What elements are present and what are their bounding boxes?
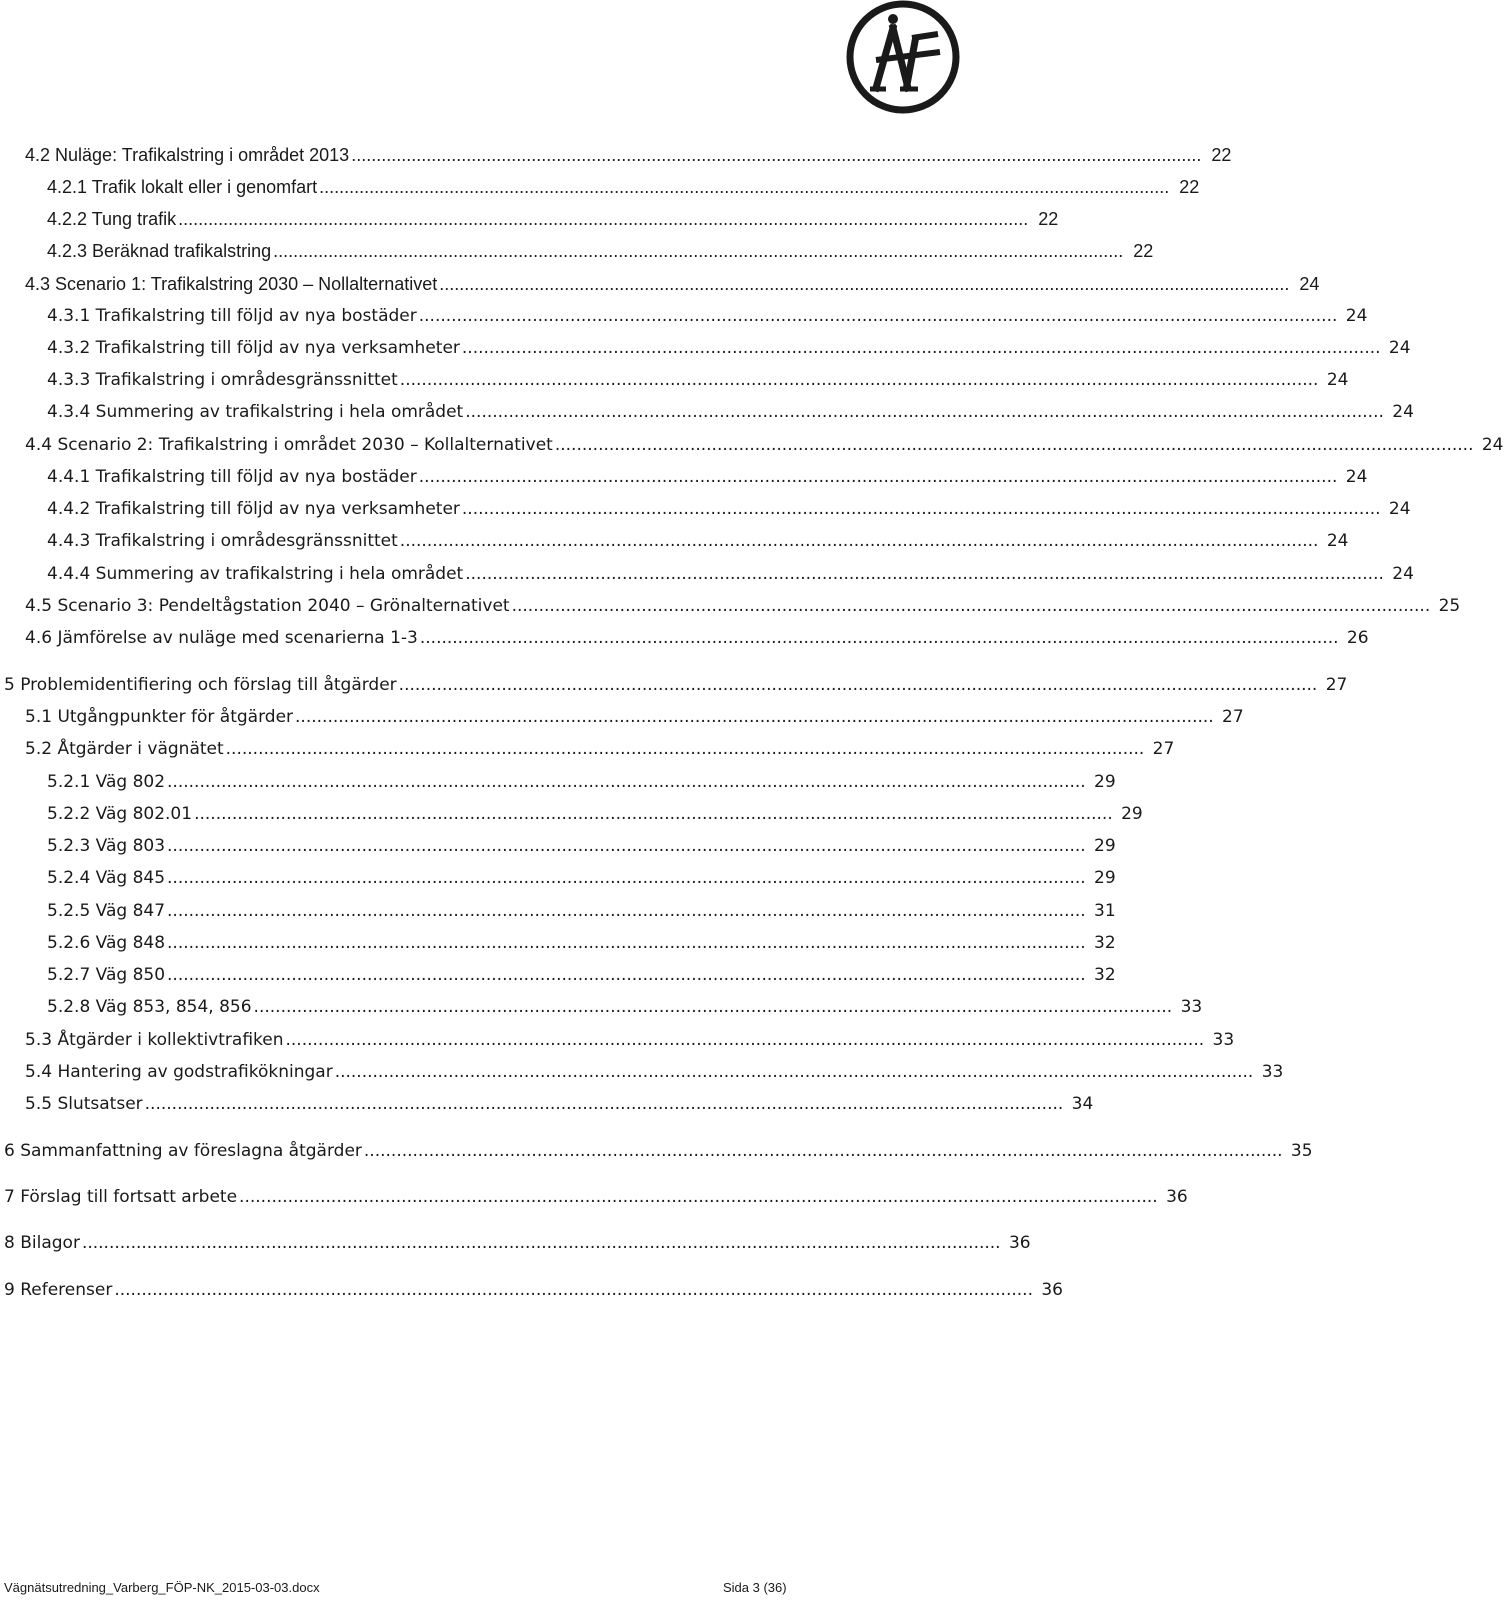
toc-entry-page: 24 xyxy=(1345,467,1368,487)
toc-entry-title: 4.4.4 Summering av trafikalstring i hela området xyxy=(47,564,464,584)
toc-leader-dots: .......................................................................................................................................................................... xyxy=(334,1062,1254,1082)
toc-entry-page: 22 xyxy=(1179,177,1200,197)
toc-entry-title: 8 Bilagor xyxy=(4,1233,80,1253)
toc-leader-dots: .......................................................................................................................................................................... xyxy=(399,531,1319,551)
toc-entry-page: 27 xyxy=(1152,739,1175,759)
toc-entry-title: 4.5 Scenario 3: Pendeltågstation 2040 – Grönalternativet xyxy=(25,596,510,616)
toc-leader-dots: .......................................................................................................................................................................... xyxy=(167,901,1086,921)
toc-entry-title: 4.2.3 Beräknad trafikalstring xyxy=(47,241,272,261)
toc-entry[interactable] xyxy=(47,555,1414,585)
toc-entry[interactable] xyxy=(4,1178,1188,1208)
toc-leader-dots: .......................................................................................................................................................................... xyxy=(225,739,1145,759)
toc-entry-title: 4.6 Jämförelse av nuläge med scenarierna 1-3 xyxy=(25,628,418,648)
toc-entry[interactable] xyxy=(25,1085,1094,1115)
toc-leader-dots: .......................................................................................................................................................................... xyxy=(511,596,1431,616)
toc-entry[interactable] xyxy=(25,619,1369,649)
toc-leader-dots: .......................................................................................................................................................................... xyxy=(167,836,1086,856)
toc-entry[interactable] xyxy=(4,1132,1313,1162)
toc-entry-title: 4.4.1 Trafikalstring till följd av nya bostäder xyxy=(47,467,417,487)
toc-entry-title: 4.4.3 Trafikalstring i områdesgränssnittet xyxy=(47,531,398,551)
toc-entry[interactable] xyxy=(25,265,1320,295)
toc-entry[interactable] xyxy=(47,458,1368,488)
toc-entry[interactable] xyxy=(47,200,1059,230)
toc-leader-dots: .......................................................................................................................................................................... xyxy=(399,370,1319,390)
toc-entry-title: 4.2 Nuläge: Trafikalstring i området 2013 xyxy=(25,145,350,165)
toc-entry-page: 24 xyxy=(1388,338,1411,358)
toc-entry-page: 24 xyxy=(1345,306,1368,326)
toc-entry-title: 5.2.3 Väg 803 xyxy=(47,836,166,856)
toc-entry-title: 5 Problemidentifiering och förslag till åtgärder xyxy=(4,675,397,695)
toc-entry[interactable] xyxy=(47,892,1116,922)
toc-leader-dots: .......................................................................................................................................................................... xyxy=(418,467,1338,487)
toc-entry-title: 5.1 Utgångpunkter för åtgärder xyxy=(25,707,294,727)
toc-leader-dots: .......................................................................................................................................................................... xyxy=(273,241,1124,261)
toc-entry-page: 33 xyxy=(1212,1030,1235,1050)
toc-entry-title: 5.2.7 Väg 850 xyxy=(47,965,166,985)
toc-entry[interactable] xyxy=(25,426,1504,456)
toc-entry-title: 4.3.1 Trafikalstring till följd av nya bostäder xyxy=(47,306,417,326)
footer-page-label: Sida 3 (36) xyxy=(723,1580,787,1595)
toc-entry[interactable] xyxy=(4,1224,1031,1254)
toc-entry[interactable] xyxy=(25,698,1244,728)
toc-leader-dots: .......................................................................................................................................................................... xyxy=(319,177,1170,197)
toc-leader-dots: .......................................................................................................................................................................... xyxy=(167,868,1086,888)
toc-leader-dots: .......................................................................................................................................................................... xyxy=(439,274,1290,294)
toc-leader-dots: .......................................................................................................................................................................... xyxy=(167,772,1086,792)
toc-entry-title: 5.2 Åtgärder i vägnätet xyxy=(25,739,224,759)
toc-leader-dots: .......................................................................................................................................................................... xyxy=(363,1141,1283,1161)
toc-entry-page: 24 xyxy=(1299,274,1320,294)
toc-entry-title: 5.3 Åtgärder i kollektivtrafiken xyxy=(25,1030,284,1050)
toc-entry-page: 24 xyxy=(1326,531,1349,551)
toc-leader-dots: .......................................................................................................................................................................... xyxy=(398,675,1318,695)
toc-entry[interactable] xyxy=(47,795,1143,825)
toc-entry[interactable] xyxy=(47,232,1154,262)
toc-entry[interactable] xyxy=(47,168,1200,198)
toc-leader-dots: .......................................................................................................................................................................... xyxy=(81,1233,1001,1253)
toc-leader-dots: .......................................................................................................................................................................... xyxy=(114,1280,1033,1300)
toc-leader-dots: .......................................................................................................................................................................... xyxy=(253,997,1173,1017)
toc-entry-page: 35 xyxy=(1290,1141,1313,1161)
toc-entry-page: 29 xyxy=(1121,804,1143,824)
toc-leader-dots: .......................................................................................................................................................................... xyxy=(167,965,1086,985)
toc-entry-title: 4.2.1 Trafik lokalt eller i genomfart xyxy=(47,177,318,197)
toc-entry-title: 5.2.1 Väg 802 xyxy=(47,772,166,792)
toc-entry[interactable] xyxy=(4,666,1348,696)
toc-leader-dots: .......................................................................................................................................................................... xyxy=(351,145,1202,165)
toc-entry-title: 5.4 Hantering av godstrafikökningar xyxy=(25,1062,333,1082)
toc-entry[interactable] xyxy=(47,297,1368,327)
toc-entry-title: 5.2.5 Väg 847 xyxy=(47,901,166,921)
toc-entry[interactable] xyxy=(25,1053,1284,1083)
toc-entry-title: 4.3.3 Trafikalstring i områdesgränssnittet xyxy=(47,370,398,390)
toc-leader-dots: .......................................................................................................................................................................... xyxy=(461,338,1381,358)
toc-entry-page: 24 xyxy=(1388,499,1411,519)
toc-entry-page: 22 xyxy=(1211,145,1232,165)
toc-leader-dots: .......................................................................................................................................................................... xyxy=(194,804,1113,824)
toc-leader-dots: .......................................................................................................................................................................... xyxy=(418,306,1338,326)
toc-entry[interactable] xyxy=(47,490,1411,520)
toc-entry-page: 33 xyxy=(1180,997,1203,1017)
toc-entry-title: 4.2.2 Tung trafik xyxy=(47,209,177,229)
toc-entry-page: 34 xyxy=(1071,1094,1094,1114)
toc-entry-page: 32 xyxy=(1094,933,1116,953)
toc-leader-dots: .......................................................................................................................................................................... xyxy=(554,435,1474,455)
toc-leader-dots: .......................................................................................................................................................................... xyxy=(465,402,1384,422)
toc-leader-dots: .......................................................................................................................................................................... xyxy=(167,933,1086,953)
toc-entry-page: 26 xyxy=(1346,628,1369,648)
toc-leader-dots: .......................................................................................................................................................................... xyxy=(144,1094,1064,1114)
toc-leader-dots: .......................................................................................................................................................................... xyxy=(239,1187,1158,1207)
toc-entry-title: 9 Referenser xyxy=(4,1280,113,1300)
toc-entry-title: 4.3.2 Trafikalstring till följd av nya verksamheter xyxy=(47,338,460,358)
toc-entry[interactable] xyxy=(25,730,1175,760)
toc-entry[interactable] xyxy=(47,924,1116,954)
toc-entry[interactable] xyxy=(47,988,1203,1018)
toc-leader-dots: .......................................................................................................................................................................... xyxy=(419,628,1339,648)
toc-entry[interactable] xyxy=(47,393,1414,423)
toc-entry-title: 5.2.2 Väg 802.01 xyxy=(47,804,193,824)
toc-entry-page: 22 xyxy=(1038,209,1059,229)
toc-entry[interactable] xyxy=(47,329,1411,359)
toc-entry-title: 5.2.4 Väg 845 xyxy=(47,868,166,888)
toc-entry[interactable] xyxy=(47,956,1116,986)
toc-entry[interactable] xyxy=(25,136,1232,166)
toc-entry-page: 25 xyxy=(1438,596,1461,616)
toc-entry-page: 36 xyxy=(1166,1187,1188,1207)
toc-entry-title: 7 Förslag till fortsatt arbete xyxy=(4,1187,238,1207)
af-logo-icon xyxy=(846,0,960,114)
toc-entry-page: 24 xyxy=(1481,435,1504,455)
toc-entry-page: 36 xyxy=(1008,1233,1031,1253)
toc-entry-title: 5.5 Slutsatser xyxy=(25,1094,143,1114)
toc-entry[interactable] xyxy=(47,859,1116,889)
toc-entry-page: 29 xyxy=(1094,836,1116,856)
toc-entry-page: 36 xyxy=(1041,1280,1063,1300)
footer-filename: Vägnätsutredning_Varberg_FÖP-NK_2015-03-03.docx xyxy=(4,1580,320,1595)
toc-entry-title: 4.4 Scenario 2: Trafikalstring i området 2030 – Kollalternativet xyxy=(25,435,553,455)
toc-entry-title: 5.2.6 Väg 848 xyxy=(47,933,166,953)
toc-entry-page: 22 xyxy=(1133,241,1154,261)
toc-entry-page: 27 xyxy=(1222,707,1244,727)
toc-entry-page: 31 xyxy=(1094,901,1116,921)
toc-entry[interactable] xyxy=(4,1271,1063,1301)
toc-leader-dots: .......................................................................................................................................................................... xyxy=(285,1030,1205,1050)
toc-entry[interactable] xyxy=(47,763,1116,793)
toc-entry-title: 4.3 Scenario 1: Trafikalstring 2030 – Nollalternativet xyxy=(25,274,438,294)
toc-entry-page: 27 xyxy=(1325,675,1348,695)
toc-leader-dots: .......................................................................................................................................................................... xyxy=(461,499,1381,519)
toc-entry-title: 6 Sammanfattning av föreslagna åtgärder xyxy=(4,1141,362,1161)
toc-leader-dots: .......................................................................................................................................................................... xyxy=(465,564,1384,584)
toc-entry-page: 29 xyxy=(1094,772,1116,792)
toc-entry-page: 32 xyxy=(1094,965,1116,985)
toc-entry-page: 24 xyxy=(1392,564,1414,584)
toc-entry-page: 24 xyxy=(1392,402,1414,422)
toc-entry-title: 4.3.4 Summering av trafikalstring i hela området xyxy=(47,402,464,422)
toc-entry-page: 29 xyxy=(1094,868,1116,888)
toc-leader-dots: .......................................................................................................................................................................... xyxy=(295,707,1214,727)
toc-entry[interactable] xyxy=(25,587,1461,617)
toc-entry[interactable] xyxy=(47,361,1349,391)
toc-entry-title: 4.4.2 Trafikalstring till följd av nya verksamheter xyxy=(47,499,460,519)
toc-entry[interactable] xyxy=(25,1021,1235,1051)
toc-entry-title: 5.2.8 Väg 853, 854, 856 xyxy=(47,997,252,1017)
toc-entry[interactable] xyxy=(47,522,1349,552)
toc-entry[interactable] xyxy=(47,827,1116,857)
toc-entry-page: 24 xyxy=(1326,370,1349,390)
toc-entry-page: 33 xyxy=(1261,1062,1284,1082)
toc-leader-dots: .......................................................................................................................................................................... xyxy=(178,209,1029,229)
